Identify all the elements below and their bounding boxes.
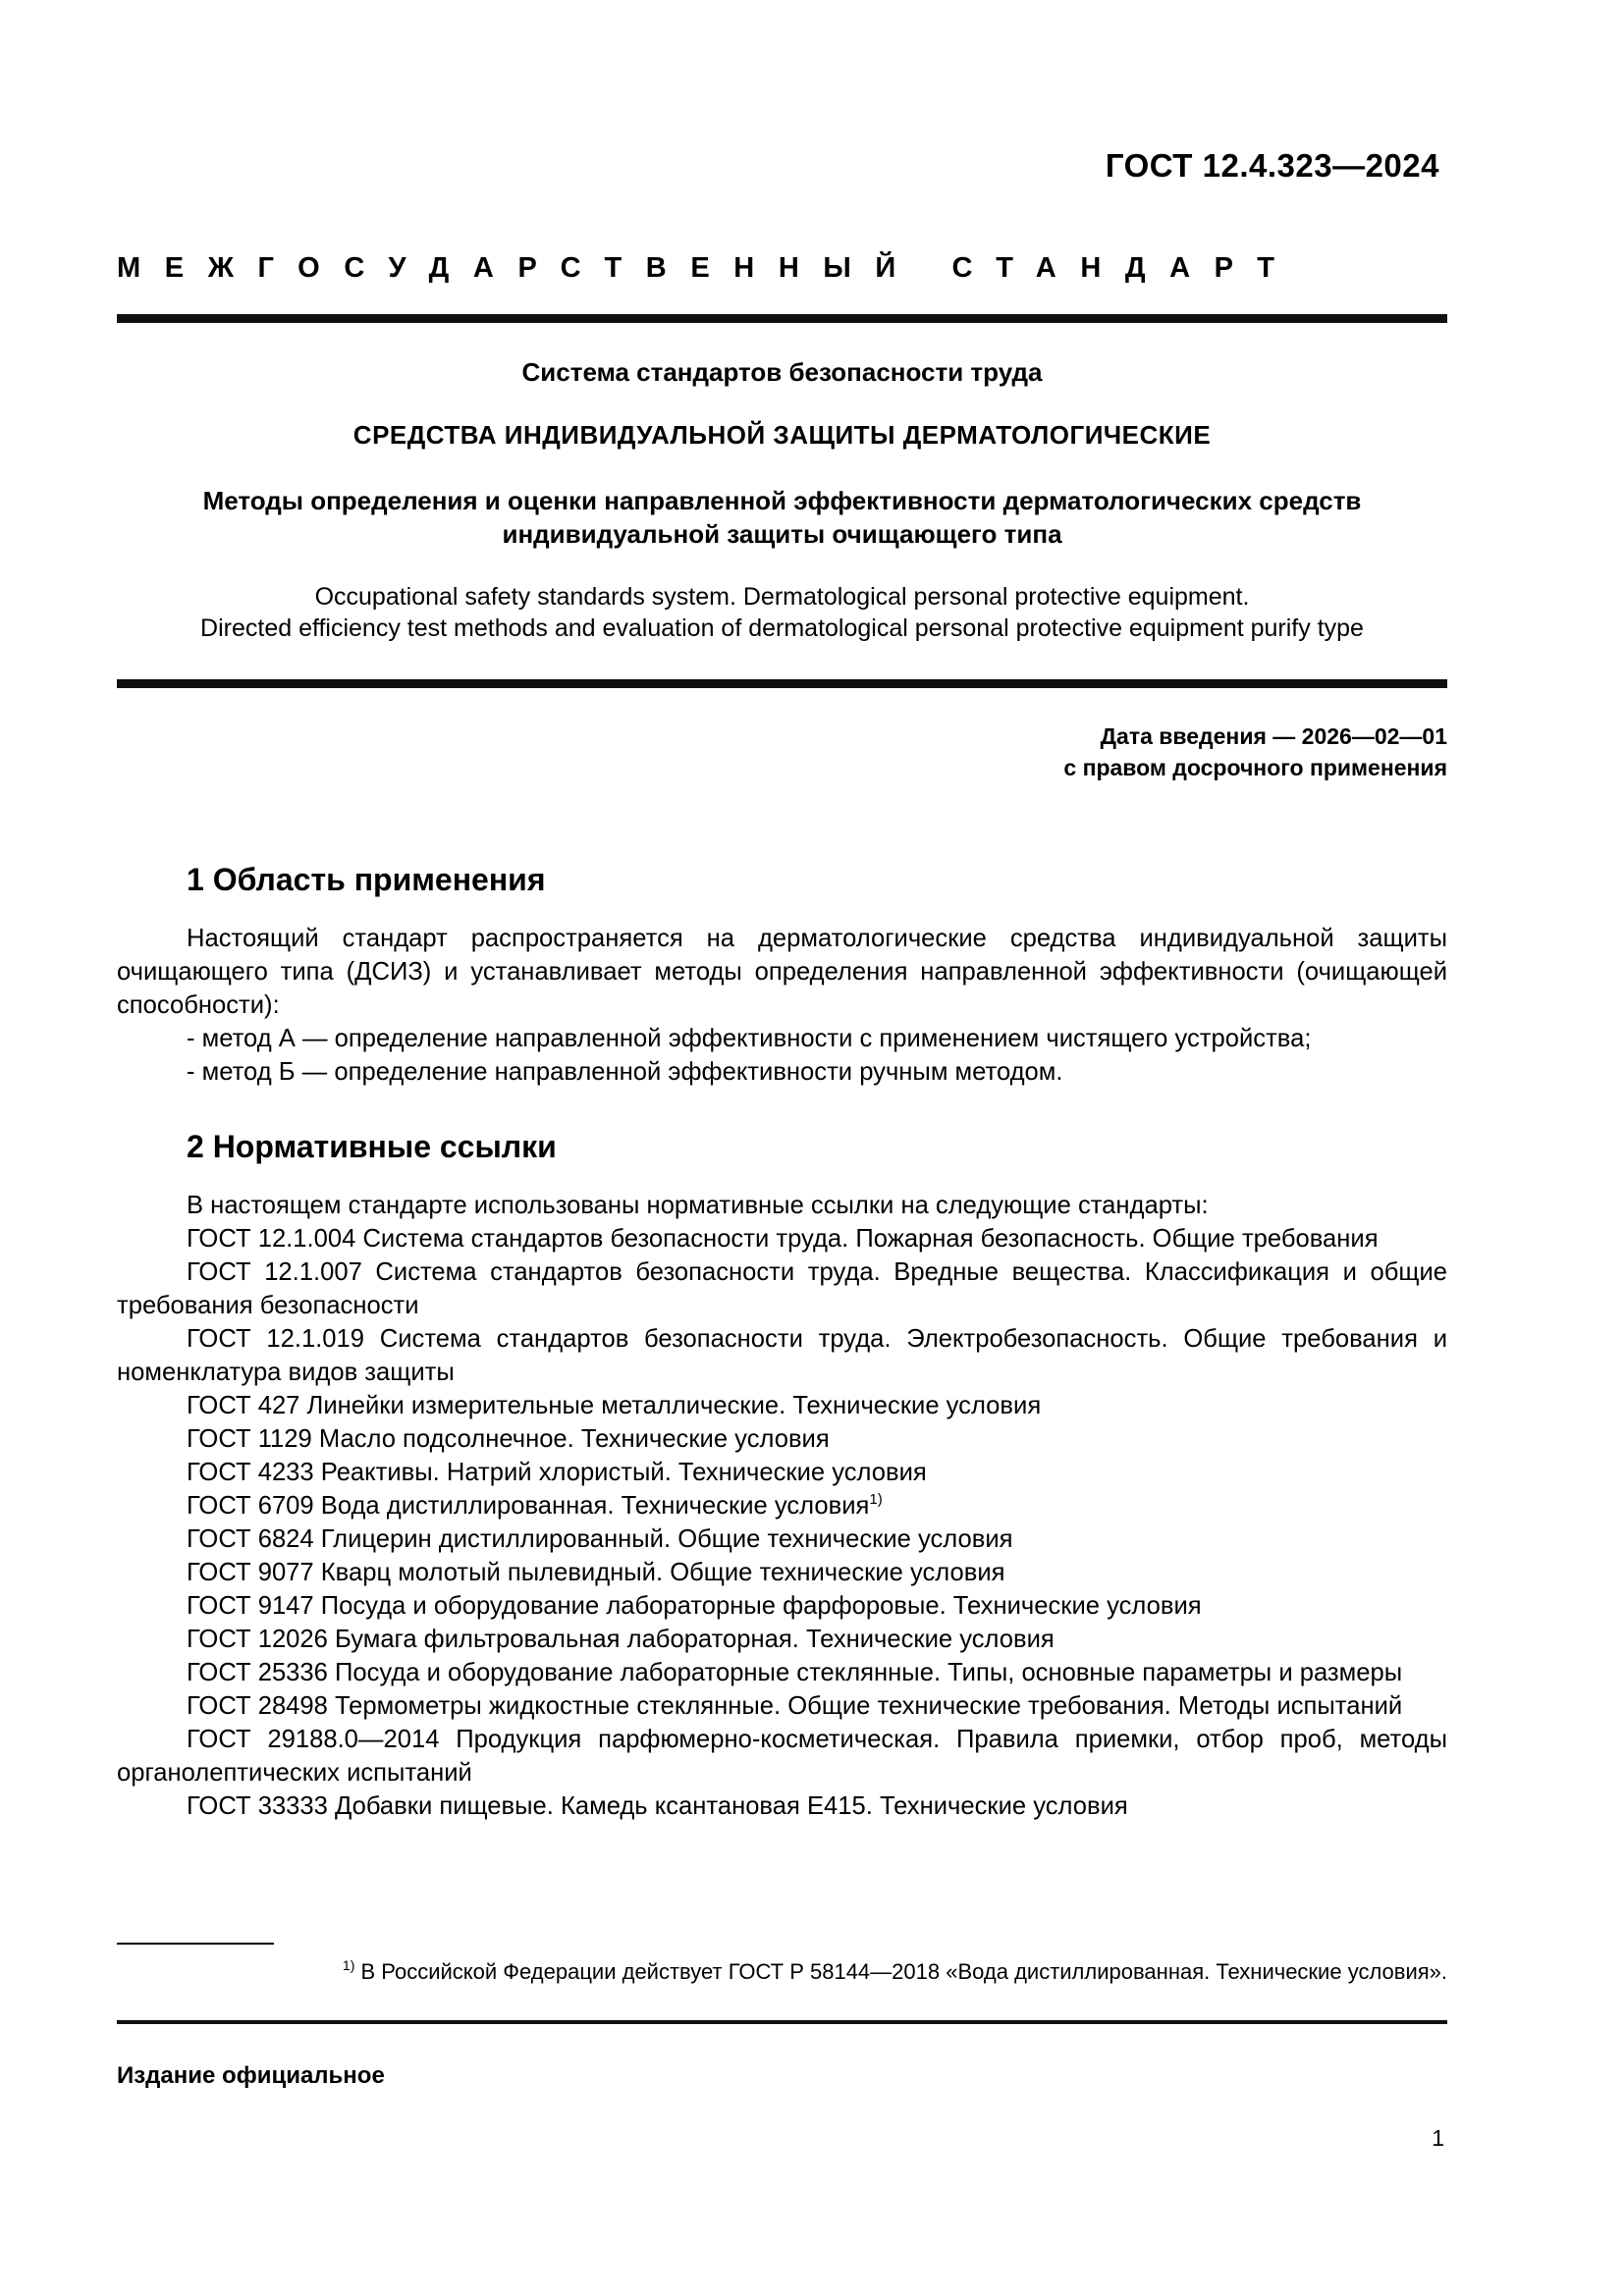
section-1-heading: 1 Область применения	[187, 862, 546, 897]
reference-item: ГОСТ 9077 Кварц молотый пылевидный. Общие технические условия	[187, 1559, 1005, 1586]
effective-date-block	[1063, 721, 1447, 783]
reference-item-with-footnote	[117, 1489, 1447, 1522]
reference-item: ГОСТ 1129 Масло подсолнечное. Технические условия	[187, 1425, 830, 1453]
bottom-divider	[117, 2020, 1447, 2024]
page-number: 1	[1432, 2125, 1444, 2151]
reference-item: ГОСТ 12.1.007 Система стандартов безопасности труда. Вредные вещества. Классификация и общие требования безопасности	[117, 1258, 1447, 1319]
reference-item: ГОСТ 9147 Посуда и оборудование лабораторные фарфоровые. Технические условия	[187, 1592, 1202, 1620]
reference-item: ГОСТ 4233 Реактивы. Натрий хлористый. Технические условия	[187, 1459, 927, 1486]
reference-item: ГОСТ 29188.0—2014 Продукция парфюмерно-косметическая. Правила приемки, отбор проб, методы органолептических испытаний	[117, 1726, 1447, 1787]
reference-item: ГОСТ 12026 Бумага фильтровальная лабораторная. Технические условия	[187, 1626, 1055, 1653]
english-title	[117, 581, 1447, 644]
english-title-line-2: Directed efficiency test methods and evaluation of dermatological personal protective equipment purify type	[200, 614, 1364, 642]
reference-item: ГОСТ 25336 Посуда и оборудование лабораторные стеклянные. Типы, основные параметры и размеры	[187, 1659, 1403, 1686]
reference-text: ГОСТ 6709 Вода дистиллированная. Технические условия	[187, 1492, 870, 1520]
document-main-title: СРЕДСТВА ИНДИВИДУАЛЬНОЙ ЗАЩИТЫ ДЕРМАТОЛОГИЧЕСКИЕ	[352, 420, 1212, 450]
section-1-intro: Настоящий стандарт распространяется на дерматологические средства индивидуальной защиты очищающего типа (ДСИЗ) и устанавливает методы определения направленной эффективности (очищающей способности):	[117, 925, 1447, 1019]
subtitle-line-1: Методы определения и оценки направленной эффективности дерматологических средств	[202, 486, 1362, 515]
method-a-item: - метод А — определение направленной эффективности с применением чистящего устройства;	[187, 1025, 1312, 1052]
effective-date: Дата введения — 2026—02—01	[1100, 723, 1447, 749]
reference-item: ГОСТ 427 Линейки измерительные металлические. Технические условия	[187, 1392, 1042, 1419]
document-subtitle	[117, 484, 1447, 551]
references-intro: В настоящем стандарте использованы нормативные ссылки на следующие стандарты:	[187, 1192, 1209, 1219]
top-divider	[117, 314, 1447, 323]
section-2-heading: 2 Нормативные ссылки	[187, 1129, 557, 1164]
method-b-item: - метод Б — определение направленной эффективности ручным методом.	[187, 1058, 1063, 1086]
title-divider	[117, 679, 1447, 688]
reference-item: ГОСТ 6824 Глицерин дистиллированный. Общие технические условия	[187, 1525, 1013, 1553]
standard-type-banner: МЕЖГОСУДАРСТВЕННЫЙ СТАНДАРТ	[117, 252, 1299, 284]
section-1-body	[117, 922, 1447, 1089]
english-title-line-1: Occupational safety standards system. Dermatological personal protective equipment.	[314, 583, 1250, 611]
footnote-mark: 1)	[342, 1957, 355, 1973]
footnote-marker[interactable]: 1)	[869, 1491, 883, 1508]
subtitle-line-2: индивидуальной защиты очищающего типа	[502, 519, 1062, 549]
section-2-body	[117, 1189, 1447, 1823]
official-edition-label: Издание официальное	[117, 2062, 385, 2089]
footnote	[117, 1957, 1447, 1987]
footnote-separator	[117, 1943, 274, 1945]
early-application-note: с правом досрочного применения	[1063, 755, 1447, 780]
document-number: ГОСТ 12.4.323—2024	[1105, 147, 1439, 184]
reference-item: ГОСТ 33333 Добавки пищевые. Камедь ксантановая Е415. Технические условия	[187, 1792, 1128, 1820]
reference-item: ГОСТ 28498 Термометры жидкостные стеклянные. Общие технические требования. Методы испытаний	[187, 1692, 1403, 1720]
reference-item: ГОСТ 12.1.004 Система стандартов безопасности труда. Пожарная безопасность. Общие требования	[187, 1225, 1379, 1253]
reference-item: ГОСТ 12.1.019 Система стандартов безопасности труда. Электробезопасность. Общие требования и номенклатура видов защиты	[117, 1325, 1447, 1386]
footnote-text: В Российской Федерации действует ГОСТ Р 58144—2018 «Вода дистиллированная. Технические условия».	[354, 1959, 1447, 1984]
standards-series-title: Система стандартов безопасности труда	[521, 357, 1043, 387]
